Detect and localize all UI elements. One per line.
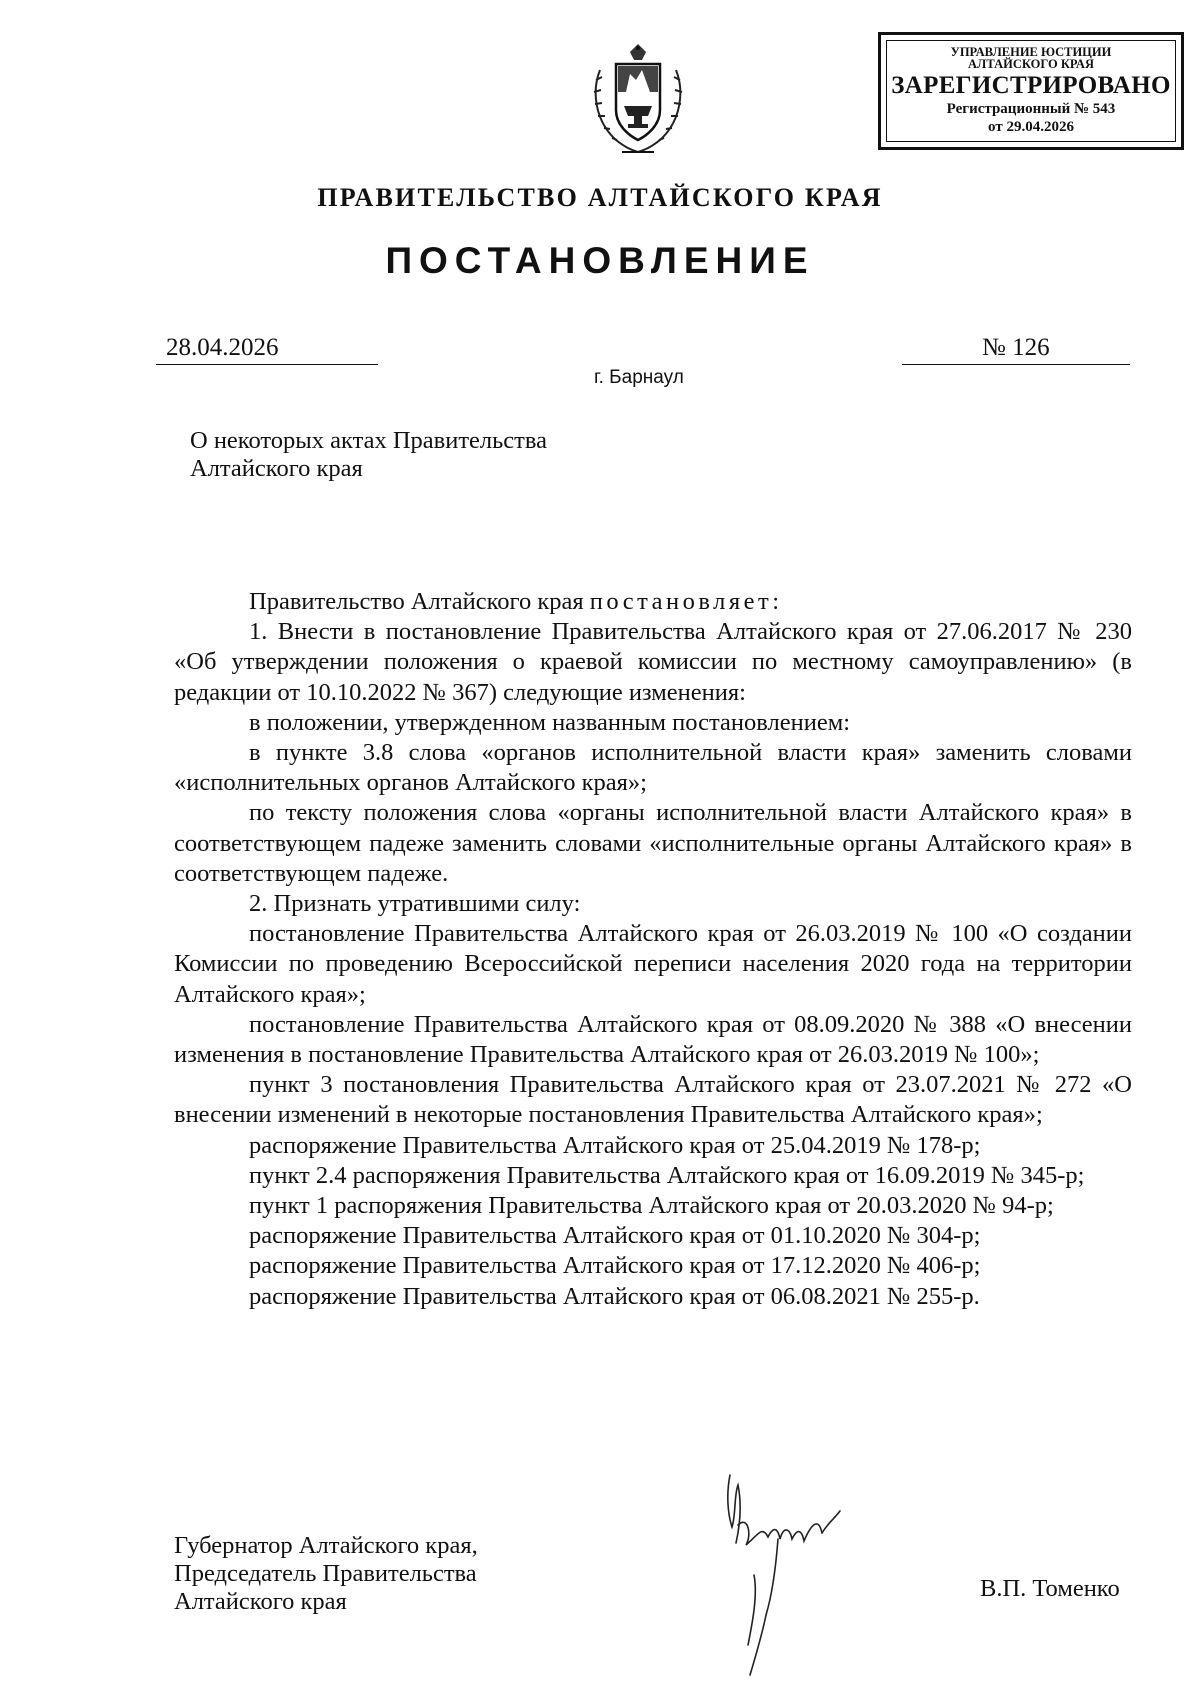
stamp-inner-border <box>886 40 1176 142</box>
stamp-status: ЗАРЕГИСТРИРОВАНО <box>891 72 1171 99</box>
signatory-position-line3: Алтайского края <box>174 1588 347 1615</box>
paragraph-9: распоряжение Правительства Алтайского края от 25.04.2019 № 178-р; <box>249 1131 981 1159</box>
paragraph-6: постановление Правительства Алтайского края от 26.03.2019 № 100 «О создании Комиссии по проведению Всероссийской переписи населения 2020 года на территории Алтайского края»; <box>174 920 1132 1008</box>
document-number: № 126 <box>902 334 1130 365</box>
intro-end: : <box>772 588 779 615</box>
signatory-position <box>174 1532 478 1616</box>
document-body <box>174 587 1132 1312</box>
stamp-org-line1: УПРАВЛЕНИЕ ЮСТИЦИИ <box>950 45 1112 59</box>
paragraph-4: по тексту положения слова «органы исполнительной власти Алтайского края» в соответствующем падеже заменить словами «исполнительные органы Алтайского края» в соответствующем падеже. <box>174 799 1132 887</box>
intro-spaced-word: постановляет <box>589 588 773 615</box>
paragraph-5: 2. Признать утратившими силу: <box>249 890 581 918</box>
registration-stamp <box>878 32 1184 150</box>
paragraph-10: пункт 2.4 распоряжения Правительства Алтайского края от 16.09.2019 № 345-р; <box>249 1161 1085 1189</box>
intro-start: Правительство Алтайского края <box>249 588 590 615</box>
government-title: ПРАВИТЕЛЬСТВО АЛТАЙСКОГО КРАЯ <box>317 183 883 212</box>
handwritten-signature <box>718 1455 888 1680</box>
paragraph-14: распоряжение Правительства Алтайского края от 06.08.2021 № 255-р. <box>249 1282 980 1310</box>
document-date: 28.04.2026 <box>156 334 378 365</box>
stamp-org-line2: АЛТАЙСКОГО КРАЯ <box>968 57 1094 71</box>
stamp-reg-number: Регистрационный № 543 <box>946 101 1116 117</box>
paragraph-1: 1. Внести в постановление Правительства Алтайского края от 27.06.2017 № 230 «Об утверждении положения о краевой комиссии по местному самоуправлению» (в редакции от 10.10.2022 № 367) следующие изменения: <box>174 618 1132 706</box>
paragraph-7: постановление Правительства Алтайского края от 08.09.2020 № 388 «О внесении изменения в постановление Правительства Алтайского края от 26.03.2019 № 100»; <box>174 1010 1132 1069</box>
subject-line1: О некоторых актах Правительства <box>190 427 547 454</box>
signatory-position-line2: Председатель Правительства <box>174 1560 477 1587</box>
paragraph-8: пункт 3 постановления Правительства Алтайского края от 23.07.2021 № 272 «О внесении изменений в некоторые постановления Правительства Алтайского края»; <box>174 1071 1132 1129</box>
subject-line2: Алтайского края <box>190 455 363 482</box>
signatory-position-line1: Губернатор Алтайского края, <box>174 1532 478 1559</box>
document-type-title: ПОСТАНОВЛЕНИЕ <box>385 240 815 281</box>
stamp-reg-date: от 29.04.2026 <box>988 119 1074 135</box>
paragraph-2: в положении, утвержденном названным постановлением: <box>249 708 851 736</box>
intro-paragraph <box>174 587 1132 617</box>
coat-of-arms-icon <box>586 40 690 156</box>
paragraph-13: распоряжение Правительства Алтайского края от 17.12.2020 № 406-р; <box>249 1252 981 1280</box>
paragraph-11: пункт 1 распоряжения Правительства Алтайского края от 20.03.2020 № 94-р; <box>249 1192 1054 1220</box>
document-city: г. Барнаул <box>594 367 684 388</box>
signatory-name: В.П. Томенко <box>980 1575 1120 1602</box>
paragraph-3: в пункте 3.8 слова «органов исполнительной власти края» заменить словами «исполнительных органов Алтайского края»; <box>174 739 1132 797</box>
document-subject <box>190 427 547 483</box>
paragraph-12: распоряжение Правительства Алтайского края от 01.10.2020 № 304-р; <box>249 1222 981 1250</box>
